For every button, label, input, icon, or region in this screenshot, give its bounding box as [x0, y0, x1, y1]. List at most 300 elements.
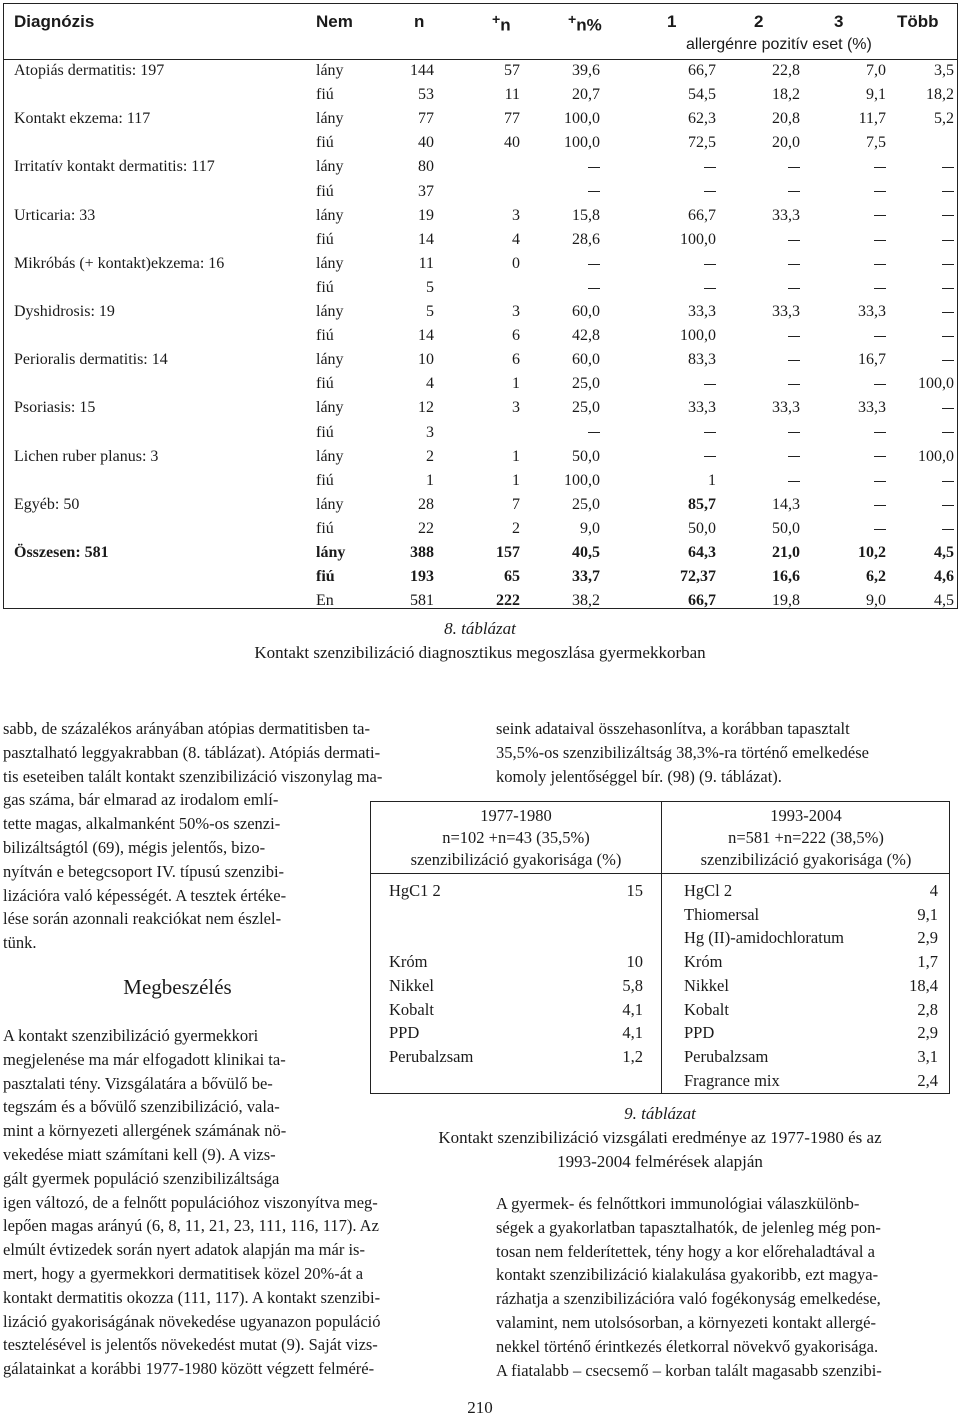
table-cell: 19,8	[772, 592, 800, 610]
col-header-positive-n-text: n	[500, 15, 511, 35]
table-cell: 25,0	[572, 495, 600, 513]
text-line: nekkel történő érintkezés életkorral növekvő gyakorisága.	[496, 1336, 879, 1356]
text-line: A fiatalabb – csecsemő – korban talált magasabb szenzibi-	[496, 1360, 882, 1380]
table-cell	[704, 421, 800, 445]
table-cell: 22	[418, 519, 434, 537]
dash-mark	[588, 167, 600, 168]
text-line: rázhatja a szenzibilizációra való fogékonyság emelkedése,	[496, 1289, 881, 1309]
table-cell: 1	[708, 471, 716, 489]
table-row	[4, 348, 957, 372]
table-cell: 100,0	[918, 447, 954, 465]
table-cell: 53	[418, 86, 434, 104]
table-cell	[794, 445, 886, 469]
allergen-value: 2,4	[917, 1070, 938, 1090]
allergen-name: Króm	[684, 952, 723, 972]
table-cell	[874, 276, 954, 300]
table-9-right-label: szenzibilizáció gyakorisága (%)	[700, 850, 912, 869]
table-cell: lány	[316, 447, 344, 465]
dash-mark	[942, 481, 954, 482]
table-8-caption-number-text: 8. táblázat	[444, 619, 516, 638]
table-row	[4, 131, 957, 155]
table-cell: 5	[426, 278, 434, 296]
allergen-value: 9,1	[917, 904, 938, 924]
table-cell: 222	[496, 592, 520, 610]
allergen-name: HgC1 2	[389, 881, 441, 900]
table-cell: 72,37	[680, 568, 716, 586]
row-diagnosis: Dyshidrosis: 19	[14, 303, 115, 320]
table-cell: 7,0	[866, 62, 886, 79]
table-cell: lány	[316, 303, 344, 320]
table-cell: lány	[316, 206, 344, 224]
table-cell: 16,6	[772, 568, 800, 586]
table-8-caption	[0, 617, 960, 665]
table-row	[4, 589, 957, 613]
table-9-left-counts: n=102 +n=43 (35,5%)	[442, 828, 590, 847]
table-row	[4, 396, 957, 420]
allergen-name: Thiomersal	[684, 904, 760, 924]
table-cell: 60,0	[572, 303, 600, 320]
table-cell: lány	[316, 495, 344, 513]
dash-mark	[942, 288, 954, 289]
table-8-header	[4, 4, 957, 60]
table-cell	[794, 204, 886, 228]
table-row	[4, 276, 957, 300]
table-cell: 15,8	[572, 206, 600, 224]
allergen-value: 1,2	[622, 1046, 643, 1066]
text-line: lizáció gyakoriságának növekedése ugyanazon populáció	[3, 1311, 381, 1331]
table-cell: 1	[512, 375, 520, 393]
table-9-left-period: 1977-1980	[480, 806, 552, 825]
table-cell	[794, 252, 886, 276]
text-line: tis eseteiben talált kontakt szenzibilizáció viszonylag ma-	[3, 766, 383, 786]
col-header-n: n	[414, 12, 425, 31]
table-cell: 50,0	[688, 519, 716, 537]
table-cell: 3	[512, 399, 520, 417]
table-row	[4, 107, 957, 131]
table-cell	[794, 469, 886, 493]
table-cell: 3	[512, 303, 520, 320]
table-cell	[524, 252, 600, 276]
table-9-header-rule	[371, 873, 949, 874]
table-cell	[794, 421, 886, 445]
table-9-caption-number	[370, 1102, 950, 1126]
table-cell: 64,3	[688, 544, 716, 561]
text-line: gálatainkat a korábbi 1977-1980 között végzett felméré-	[3, 1359, 375, 1379]
table-cell: 388	[410, 544, 434, 561]
table-cell: lány	[316, 351, 344, 369]
table-cell	[524, 421, 600, 445]
table-cell: 100,0	[680, 327, 716, 345]
table-cell	[704, 469, 800, 493]
table-cell: 9,1	[866, 86, 886, 104]
table-cell: 33,3	[858, 399, 886, 417]
table-cell: 11	[418, 254, 434, 272]
text-line: gált gyermek populáció szenzibilizáltsága	[3, 1168, 280, 1188]
text-line: komoly jelentőséggel bír. (98) (9. táblázat).	[496, 766, 782, 786]
table-cell: 1	[512, 471, 520, 489]
table-cell	[604, 372, 716, 396]
row-diagnosis: Lichen ruber planus: 3	[14, 447, 159, 465]
table-row	[4, 469, 957, 493]
text-line: mert, hogy a gyermekkori dermatitisek közel 20%-át a	[3, 1263, 364, 1283]
table-cell	[604, 155, 716, 179]
allergen-name: PPD	[684, 1023, 715, 1043]
table-cell: 0	[512, 254, 520, 272]
col-header-positive-pct-text: n%	[576, 15, 602, 35]
table-8-caption-text: Kontakt szenzibilizáció diagnosztikus megoszlása gyermekkorban	[254, 643, 706, 662]
table-cell	[524, 276, 600, 300]
table-9-right-counts: n=581 +n=222 (38,5%)	[728, 828, 884, 847]
table-cell	[704, 180, 800, 204]
table-cell: 18,2	[772, 86, 800, 104]
table-cell: 3	[426, 423, 434, 441]
table-cell	[524, 180, 600, 204]
table-cell: 4	[512, 230, 520, 248]
page-number: 210	[467, 1398, 493, 1417]
text-line: pasztalati tény. Vizsgálatára a bővülő be-	[3, 1073, 273, 1093]
allergen-name: PPD	[389, 1023, 420, 1043]
table-cell: 33,3	[772, 303, 800, 320]
table-cell	[704, 372, 800, 396]
text-line: valamint, nem utolsósorban, a környezeti kontakt allergé-	[496, 1312, 876, 1332]
table-cell	[794, 372, 886, 396]
text-line: pasztalható leggyakrabban (8. táblázat). Atópiás dermati-	[3, 742, 381, 762]
table-cell: 22,8	[772, 62, 800, 79]
table-row	[4, 228, 957, 252]
table-cell: 83,3	[688, 351, 716, 369]
table-cell: 100,0	[564, 471, 600, 489]
table-row	[4, 421, 957, 445]
table-cell: fiú	[316, 134, 334, 152]
text-line: megjelenése ma már elfogadott klinikai ta-	[3, 1049, 286, 1069]
table-cell: 4	[426, 375, 434, 393]
allergen-value: 10	[626, 952, 643, 972]
table-cell: 40	[418, 134, 434, 152]
allergen-value: 5,8	[622, 975, 643, 995]
table-cell: 33,3	[688, 399, 716, 417]
table-cell: 14	[418, 327, 434, 345]
table-cell	[874, 348, 954, 372]
table-cell: 25,0	[572, 375, 600, 393]
text-line: tegszám és a bővülő szenzibilizáció, vala-	[3, 1097, 280, 1117]
col-header-sex: Nem	[316, 12, 353, 31]
dash-mark	[942, 360, 954, 361]
text-line: mint a környezeti allergének számának nö-	[3, 1121, 287, 1141]
table-cell: 100,0	[564, 110, 600, 128]
table-cell: 5	[426, 303, 434, 320]
table-cell	[874, 155, 954, 179]
table-cell: fiú	[316, 182, 334, 200]
table-cell: 4,6	[934, 568, 954, 586]
table-cell	[704, 276, 800, 300]
table-cell: 4,5	[934, 592, 954, 610]
table-cell: 39,6	[572, 62, 600, 79]
table-cell	[874, 180, 954, 204]
text-line: seink adataival összehasonlítva, a korábban tapasztalt	[496, 719, 850, 738]
dash-mark	[588, 264, 600, 265]
text-line: gas száma, bár elmarad az irodalom emlí-	[3, 790, 279, 810]
table-cell	[874, 421, 954, 445]
table-row	[4, 180, 957, 204]
allergen-value: 2,8	[917, 999, 938, 1019]
table-9-right-header	[661, 805, 951, 871]
table-cell: 72,5	[688, 134, 716, 152]
table-cell: 33,3	[688, 303, 716, 320]
table-8	[3, 3, 958, 609]
table-cell: fiú	[316, 423, 334, 441]
table-cell: 9,0	[580, 519, 600, 537]
section-heading: Megbeszélés	[123, 975, 232, 999]
table-cell: lány	[316, 62, 344, 79]
text-line: kontakt szenzibilizáció kialakulása gyakoribb, ezt magya-	[496, 1265, 879, 1285]
text-line: bilizáltságtól (69), mégis jelentős, bizo-	[3, 837, 266, 857]
table-row	[4, 300, 957, 324]
table-cell: 16,7	[858, 351, 886, 369]
table-cell	[704, 155, 800, 179]
table-cell: 21,0	[772, 544, 800, 561]
table-cell: 38,2	[572, 592, 600, 610]
allergen-name: Hg (II)-amidochloratum	[684, 928, 844, 948]
row-diagnosis: Irritatív kontakt dermatitis: 117	[14, 158, 215, 176]
table-row	[4, 445, 957, 469]
dash-mark	[942, 432, 954, 433]
row-diagnosis: Egyéb: 50	[14, 495, 80, 513]
table-cell: 50,0	[772, 519, 800, 537]
table-cell: 18,2	[926, 86, 954, 104]
table-cell: fiú	[316, 86, 334, 104]
text-line: tünk.	[3, 933, 37, 953]
table-row	[4, 252, 957, 276]
table-cell: 66,7	[688, 206, 716, 224]
table-cell	[794, 228, 886, 252]
table-cell: lány	[316, 254, 344, 272]
table-cell: 33,3	[858, 303, 886, 320]
table-cell: 193	[410, 568, 434, 586]
table-cell	[794, 493, 886, 517]
row-diagnosis: Perioralis dermatitis: 14	[14, 351, 168, 369]
table-cell	[874, 493, 954, 517]
dash-mark	[588, 191, 600, 192]
table-cell: 11	[504, 86, 520, 104]
table-cell: 57	[504, 62, 520, 79]
allergen-name: Perubalzsam	[684, 1046, 769, 1066]
table-cell: 581	[410, 592, 434, 610]
table-9	[370, 801, 950, 1094]
allergen-name: HgCl 2	[684, 881, 733, 900]
text-line: vekedése miatt számítani kell (9). A vizs-	[3, 1144, 276, 1164]
row-diagnosis: Atopiás dermatitis: 197	[14, 62, 165, 79]
text-line: A kontakt szenzibilizáció gyermekkori	[3, 1026, 259, 1045]
table-cell	[604, 252, 716, 276]
table-cell	[604, 180, 716, 204]
table-cell: 33,7	[572, 568, 600, 586]
dash-mark	[942, 167, 954, 168]
allergen-value: 3,1	[917, 1046, 938, 1066]
text-line: tosan nem felderítettek, tény hogy a kor előrehaladtával a	[496, 1241, 875, 1261]
table-cell: 3	[512, 206, 520, 224]
table-cell	[794, 517, 886, 541]
allergen-value: 4,1	[622, 999, 643, 1019]
table-row	[4, 493, 957, 517]
table-cell: 1	[512, 447, 520, 465]
table-cell: 100,0	[680, 230, 716, 248]
table-cell: 85,7	[688, 495, 716, 513]
table-cell: 77	[418, 110, 434, 128]
table-row	[4, 155, 957, 179]
dash-mark	[942, 408, 954, 409]
text-line: sabb, de százalékos arányában atópias dermatitisben ta-	[3, 719, 370, 738]
table-cell	[794, 324, 886, 348]
table-9-caption	[370, 1102, 950, 1174]
table-cell	[604, 276, 716, 300]
table-cell: 14,3	[772, 495, 800, 513]
table-cell: 4,5	[934, 544, 954, 561]
table-row	[4, 565, 957, 589]
dash-mark	[588, 288, 600, 289]
table-cell: En	[316, 592, 334, 610]
table-row	[4, 324, 957, 348]
table-cell: 11,7	[858, 110, 886, 128]
allergen-value: 4	[929, 881, 938, 900]
table-cell: lány	[316, 544, 346, 561]
table-cell	[874, 204, 954, 228]
table-cell: lány	[316, 399, 344, 417]
table-9-caption-number-text: 9. táblázat	[624, 1104, 696, 1123]
table-cell: 20,7	[572, 86, 600, 104]
table-cell: 54,5	[688, 86, 716, 104]
table-cell: 20,0	[772, 134, 800, 152]
text-line: elmúlt évtizedek során nyert adatok alapján ma már is-	[3, 1240, 365, 1260]
text-line: tesztelésével is jelentős növekedést mutat (9). Saját vizs-	[3, 1335, 378, 1355]
col-header-diagnosis: Diagnózis	[14, 12, 95, 31]
allergen-name: Nikkel	[389, 975, 434, 995]
table-cell	[604, 421, 716, 445]
table-cell	[874, 300, 954, 324]
table-cell: 3,5	[934, 62, 954, 79]
allergen-value: 15	[626, 881, 643, 900]
table-cell: 25,0	[572, 399, 600, 417]
table-cell: 100,0	[564, 134, 600, 152]
allergen-name: Fragrance mix	[684, 1070, 780, 1090]
text-line: igen változó, de a felnőtt populációhoz viszonyítva meg-	[3, 1192, 378, 1212]
dash-mark	[942, 215, 954, 216]
table-row	[4, 541, 957, 565]
table-cell: 2	[426, 447, 434, 465]
table-cell: 28,6	[572, 230, 600, 248]
dash-mark	[942, 336, 954, 337]
table-cell: 7,5	[866, 134, 886, 152]
table-cell	[604, 445, 716, 469]
table-cell	[874, 517, 954, 541]
table-cell: lány	[316, 158, 344, 176]
text-line: lizációra való képességét. A tesztek értéke-	[3, 885, 287, 905]
allergen-name: Perubalzsam	[389, 1046, 474, 1066]
table-cell: 66,7	[688, 592, 716, 610]
table-cell: 60,0	[572, 351, 600, 369]
table-cell: 50,0	[572, 447, 600, 465]
table-9-left-label: szenzibilizáció gyakorisága (%)	[410, 850, 622, 869]
row-diagnosis: Összesen: 581	[14, 544, 109, 561]
table-row	[4, 372, 957, 396]
dash-mark	[942, 505, 954, 506]
table-cell: 6	[512, 351, 520, 369]
table-cell: fiú	[316, 230, 334, 248]
table-cell	[874, 324, 954, 348]
table-cell: 144	[410, 62, 434, 79]
table-8-caption-number	[0, 617, 960, 641]
table-cell	[794, 180, 886, 204]
table-cell: 80	[418, 158, 434, 176]
text-line: kontakt dermatitis okozza (111, 117). A kontakt szenzibi-	[3, 1287, 381, 1307]
dash-mark	[942, 312, 954, 313]
table-cell	[524, 155, 600, 179]
text-line: nyítván e betegcsoport IV. típusú szenzibi-	[3, 861, 285, 881]
table-cell: 5,2	[934, 110, 954, 128]
text-line: lése során azonnali reakciókat nem észlel-	[3, 909, 282, 929]
table-cell: 12	[418, 399, 434, 417]
table-9-caption-line-2: 1993-2004 felmérések alapján	[557, 1152, 763, 1171]
table-cell: 9,0	[866, 592, 886, 610]
table-cell	[874, 252, 954, 276]
allergen-name: Kobalt	[389, 999, 434, 1019]
text-line: lepően magas arányú (6, 8, 11, 21, 23, 111, 116, 117). Az	[3, 1216, 379, 1236]
table-cell: 1	[426, 471, 434, 489]
table-cell: 19	[418, 206, 434, 224]
table-cell: 37	[418, 182, 434, 200]
allergen-value: 4,1	[622, 1023, 643, 1043]
text-line: 35,5%-os szenzibilizáltság 38,3%-ra történő emelkedése	[496, 742, 869, 762]
table-cell: 6,2	[866, 568, 886, 586]
allergen-name: Nikkel	[684, 975, 729, 995]
row-diagnosis: Kontakt ekzema: 117	[14, 110, 151, 128]
table-cell: 40	[504, 134, 520, 152]
col-subheader: allergénre pozitív eset (%)	[686, 36, 872, 53]
table-cell: 100,0	[918, 375, 954, 393]
table-cell	[874, 469, 954, 493]
table-9-caption-line-1: Kontakt szenzibilizáció vizsgálati eredménye az 1977-1980 és az	[438, 1128, 882, 1147]
table-cell	[874, 228, 954, 252]
table-cell: fiú	[316, 568, 335, 586]
table-cell: 14	[418, 230, 434, 248]
table-row	[4, 517, 957, 541]
table-cell: 7	[512, 495, 520, 513]
table-cell	[704, 348, 800, 372]
row-diagnosis: Psoriasis: 15	[14, 399, 96, 417]
dash-mark	[942, 240, 954, 241]
right-column-paragraph-1	[496, 717, 958, 788]
table-cell: 157	[496, 544, 520, 561]
text-line: tette magas, alkalmanként 50%-os szenzi-	[3, 814, 281, 834]
table-cell: 33,3	[772, 399, 800, 417]
dash-mark	[588, 432, 600, 433]
col-header-more: Több	[897, 12, 939, 31]
table-cell: fiú	[316, 327, 334, 345]
table-cell: fiú	[316, 278, 334, 296]
table-cell	[794, 155, 886, 179]
table-row	[4, 204, 957, 228]
table-cell: 20,8	[772, 110, 800, 128]
table-cell: fiú	[316, 375, 334, 393]
table-cell: 33,3	[772, 206, 800, 224]
table-cell: 42,8	[572, 327, 600, 345]
allergen-name: Króm	[389, 952, 428, 972]
allergen-value: 18,4	[909, 975, 938, 995]
table-cell: 62,3	[688, 110, 716, 128]
table-cell	[874, 396, 954, 420]
col-header-2: 2	[754, 12, 764, 31]
table-cell	[704, 228, 800, 252]
table-cell: 65	[504, 568, 520, 586]
